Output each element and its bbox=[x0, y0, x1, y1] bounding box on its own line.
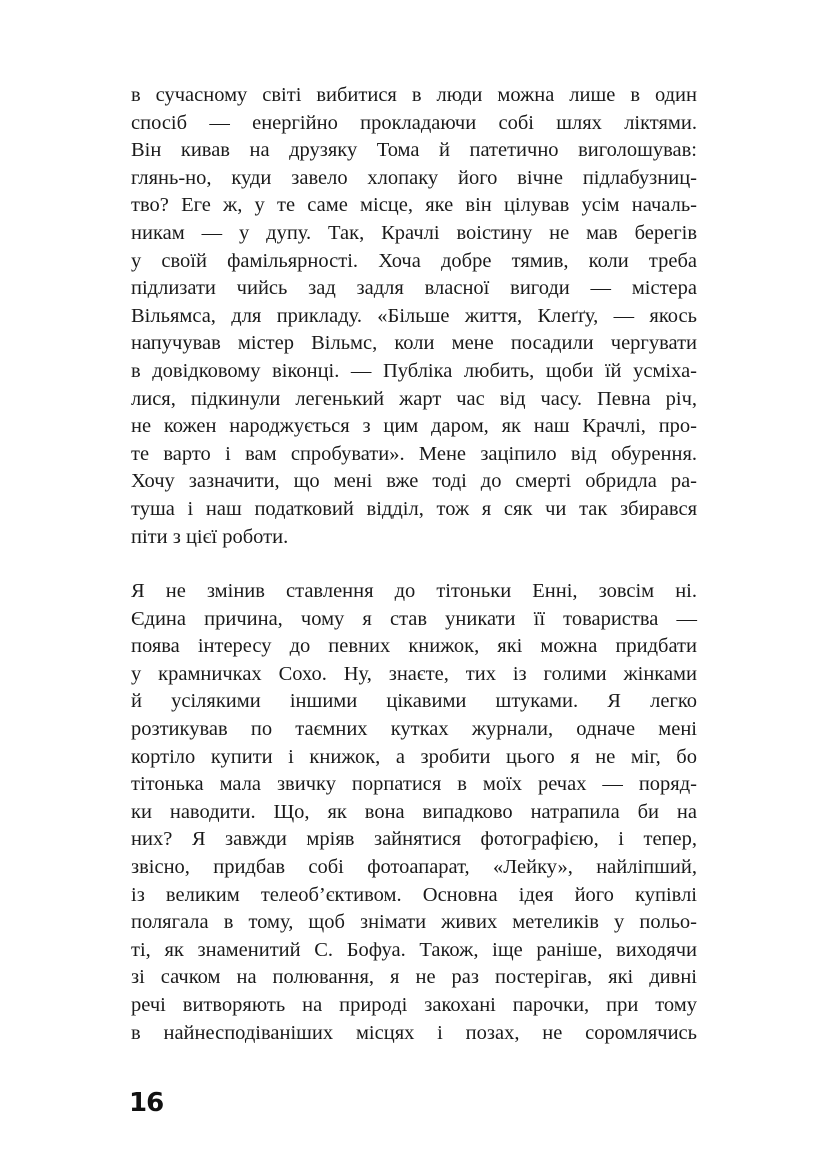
text-line: Вільямса, для прикладу. «Більше життя, Клеґґу, — якось bbox=[131, 304, 697, 327]
text-line: Він кивав на друзяку Тома й патетично виголошував: bbox=[131, 139, 697, 162]
text-line: в найнесподіваніших місцях і позах, не соромлячись bbox=[131, 1021, 697, 1044]
text-line: тво? Еге ж, у те саме місце, яке він цілував усім началь- bbox=[131, 194, 697, 217]
text-line: никам — у дупу. Так, Крачлі воістину не мав берегів bbox=[131, 221, 697, 244]
text-line: підлизати чийсь зад задля власної вигоди — містера bbox=[131, 277, 697, 300]
text-line: розтикував по таємних кутках журнали, одначе мені bbox=[131, 717, 697, 740]
paragraph-2 bbox=[131, 578, 697, 1047]
text-line: піти з цієї роботи. bbox=[131, 525, 289, 548]
text-line: полягала в тому, щоб знімати живих метеликів у польо- bbox=[131, 911, 697, 934]
text-line: не кожен народжується з цим даром, як наш Крачлі, про- bbox=[131, 415, 697, 438]
text-line: кортіло купити і книжок, а зробити цього я не міг, бо bbox=[131, 745, 697, 768]
text-line: в сучасному світі вибитися в люди можна лише в один bbox=[131, 84, 697, 106]
text-line: те варто і вам спробувати». Мене заціпило від обурення. bbox=[131, 442, 697, 465]
text-line: ки наводити. Що, як вона випадково натрапила би на bbox=[131, 800, 697, 823]
page-number: 16 bbox=[129, 1088, 164, 1118]
text-line: напучував містер Вільмс, коли мене посадили чергувати bbox=[131, 332, 697, 355]
text-line: із великим телеоб’єктивом. Основна ідея його купівлі bbox=[131, 883, 697, 906]
text-line: в довідковому віконці. — Публіка любить, щоби їй усміха- bbox=[131, 359, 697, 382]
text-line: у своїй фамільярності. Хоча добре тямив, коли треба bbox=[131, 249, 697, 272]
text-line: Єдина причина, чому я став уникати її товариства — bbox=[131, 607, 697, 630]
text-line: глянь-но, куди завело хлопаку його вічне підлабузниц- bbox=[131, 166, 697, 189]
text-line: Хочу зазначити, що мені вже тоді до смерті обридла ра- bbox=[131, 470, 697, 493]
text-line: тітонька мала звичку порпатися в моїх речах — поряд- bbox=[131, 773, 697, 796]
text-line: них? Я завжди мріяв зайнятися фотографією, і тепер, bbox=[131, 828, 697, 851]
paragraph-1 bbox=[131, 82, 697, 551]
text-line: ті, як знаменитий С. Бофуа. Також, іще раніше, виходячи bbox=[131, 938, 697, 961]
text-line: туша і наш податковий відділ, тож я сяк чи так збирався bbox=[131, 497, 697, 520]
text-line: й усілякими іншими цікавими штуками. Я легко bbox=[131, 690, 697, 713]
text-line: Я не змінив ставлення до тітоньки Енні, зовсім ні. bbox=[131, 580, 697, 602]
text-line: лися, підкинули легенький жарт час від часу. Певна річ, bbox=[131, 387, 697, 410]
text-line: спосіб — енергійно прокладаючи собі шлях ліктями. bbox=[131, 111, 697, 134]
text-line: речі витворяють на природі закохані парочки, при тому bbox=[131, 993, 697, 1016]
text-line: поява інтересу до певних книжок, які можна придбати bbox=[131, 635, 697, 658]
text-line: у крамничках Сохо. Ну, знаєте, тих із голими жінками bbox=[131, 662, 697, 685]
text-line: звісно, придбав собі фотоапарат, «Лейку», найліпший, bbox=[131, 855, 697, 878]
text-line: зі сачком на полювання, я не раз постерігав, які дивні bbox=[131, 966, 697, 989]
